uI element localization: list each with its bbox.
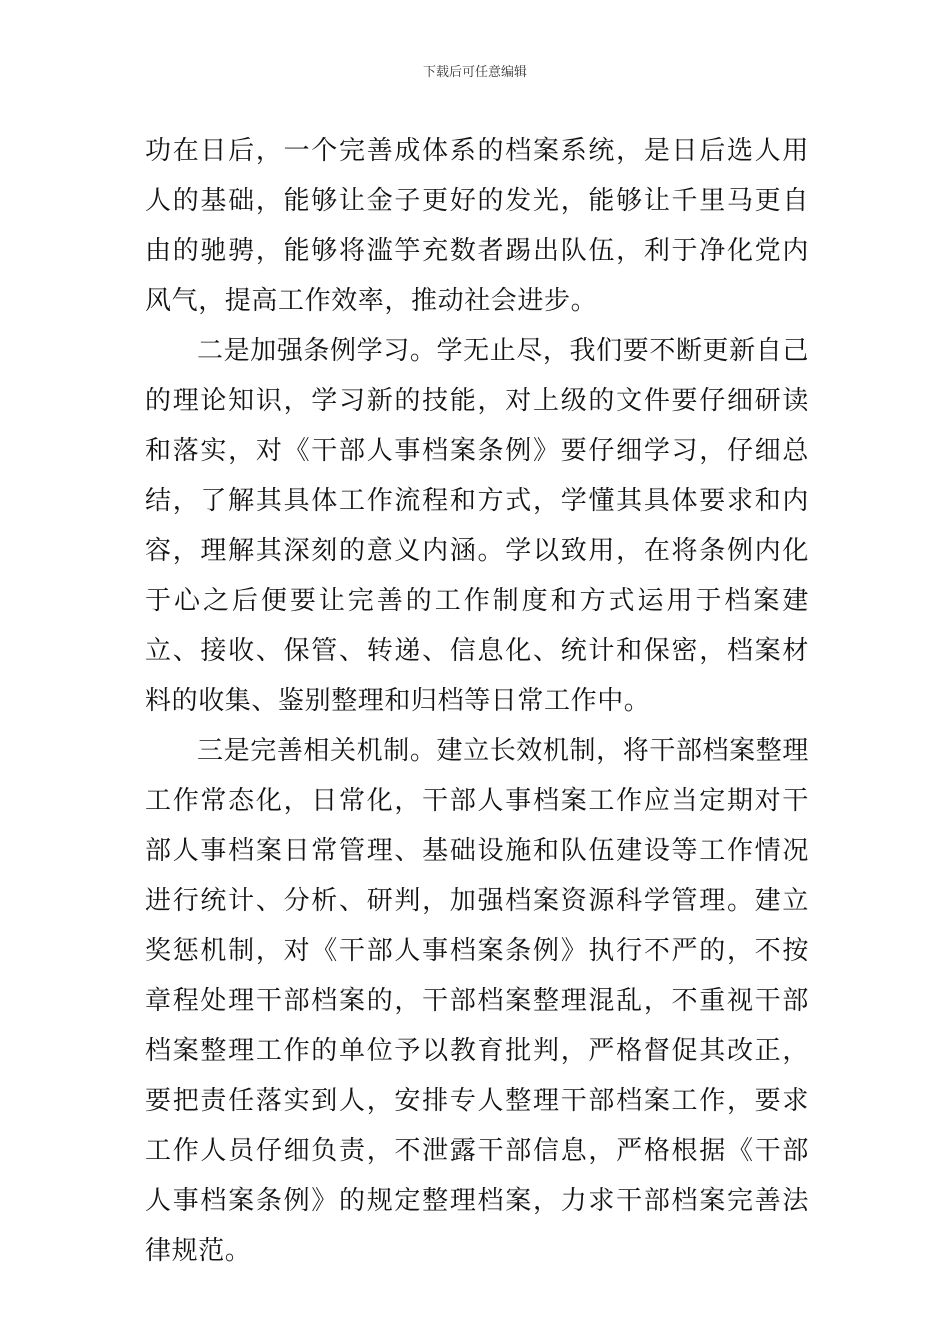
paragraph-3: 三是完善相关机制。建立长效机制，将干部档案整理工作常态化，日常化，干部人事档案工作应当定期对干部人事档案日常管理、基础设施和队伍建设等工作情况进行统计、分析、研判，加强档案资源科学管理。建立奖惩机制，对《干部人事档案条例》执行不严的，不按章程处理干部档案的，干部档案整理混乱，不重视干部档案整理工作的单位予以教育批判，严格督促其改正，要把责任落实到人，安排专人整理干部档案工作，要求工作人员仔细负责，不泄露干部信息，严格根据《干部人事档案条例》的规定整理档案，力求干部档案完善法律规范。 [145,736,809,1266]
page-header: 下载后可任意编辑 [422,65,527,80]
paragraph-2: 二是加强条例学习。学无止尽，我们要不断更新自己的理论知识，学习新的技能，对上级的文件要仔细研读和落实，对《干部人事档案条例》要仔细学习，仔细总结，了解其具体工作流程和方式，学懂其具体要求和内容，理解其深刻的意义内涵。学以致用，在将条例内化于心之后便要让完善的工作制度和方式运用于档案建立、接收、保管、转递、信息化、统计和保密，档案材料的收集、鉴别整理和归档等日常工作中。 [145,336,809,716]
paragraph-1: 功在日后，一个完善成体系的档案系统，是日后选人用人的基础，能够让金子更好的发光，能够让千里马更自由的驰骋，能够将滥竽充数者踢出队伍，利于净化党内风气，提高工作效率，推动社会进步。 [145,136,809,316]
